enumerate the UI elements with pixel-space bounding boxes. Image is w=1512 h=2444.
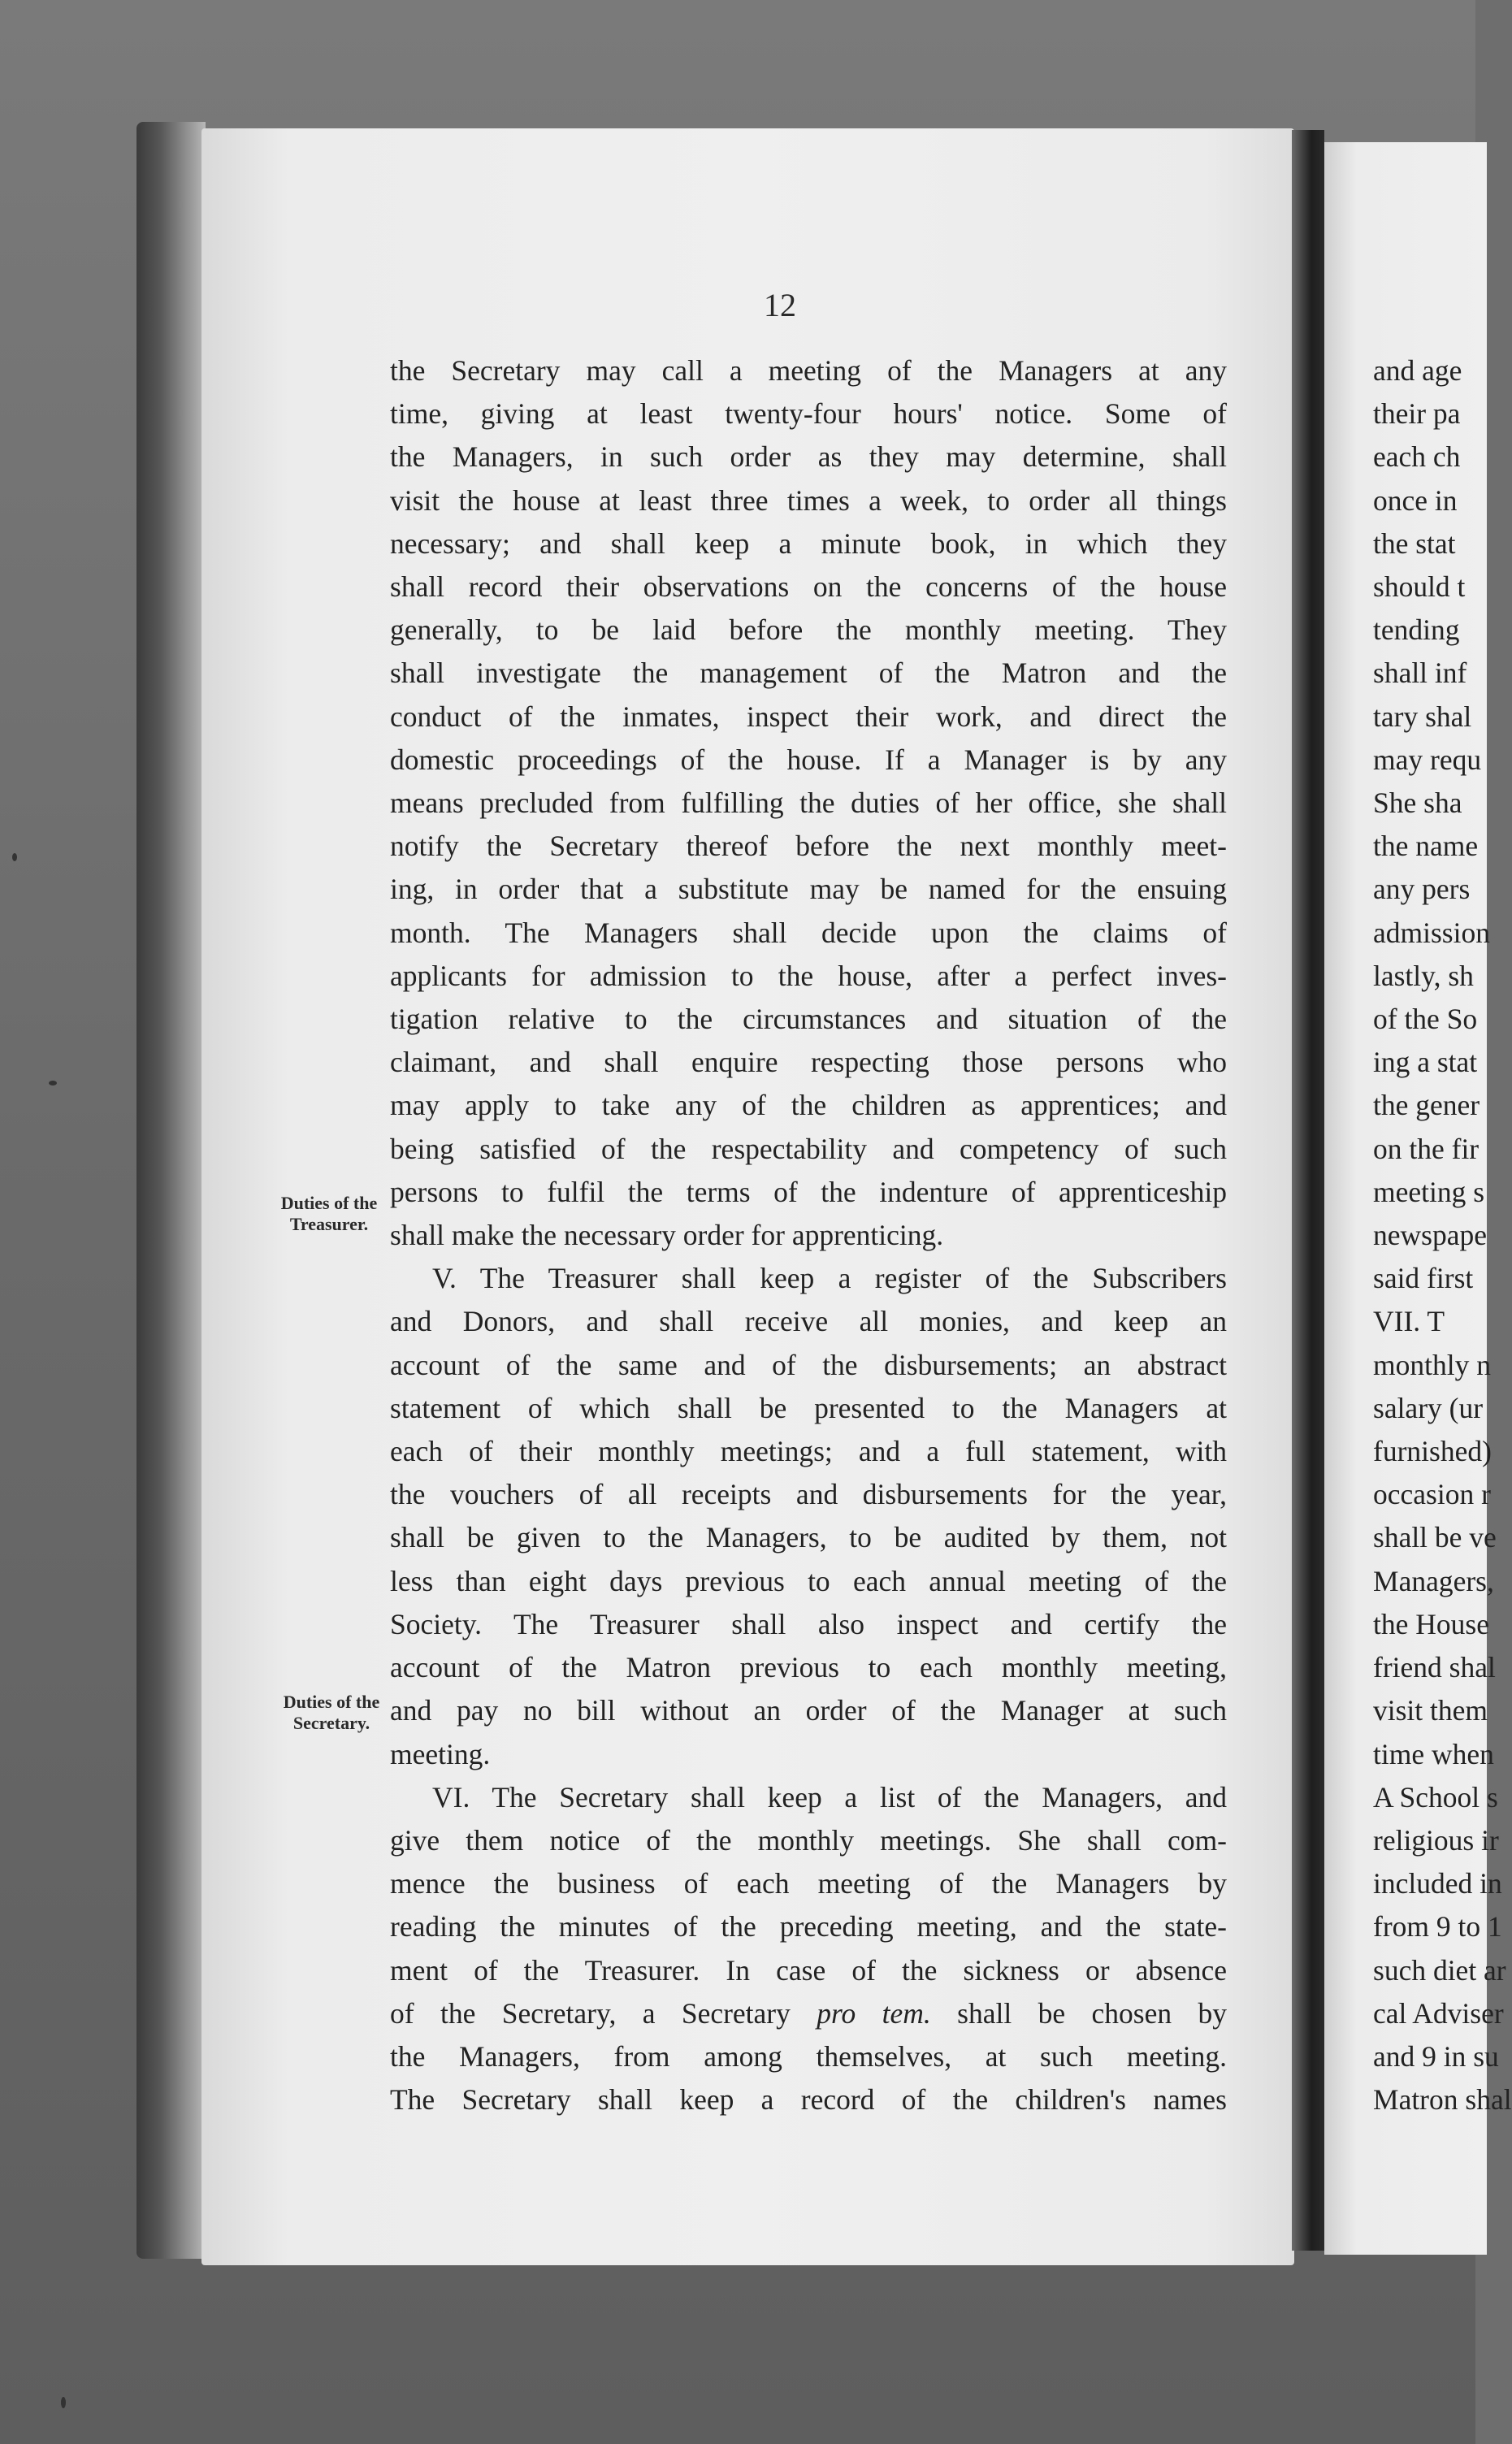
text-line: A School s	[1373, 1780, 1498, 1814]
text-line: their pa	[1373, 397, 1461, 431]
text-line: account of the same and of the disbursements; an abstract	[390, 1348, 1227, 1381]
text-line: necessary; and shall keep a minute book, in which they	[390, 526, 1227, 560]
text-line: time, giving at least twenty-four hours' notice. Some of	[390, 397, 1227, 431]
text-line: visit them	[1373, 1694, 1488, 1727]
text-line: on the fir	[1373, 1132, 1480, 1165]
text-line: account of the Matron previous to each monthly meeting,	[390, 1651, 1227, 1684]
section-vi-start: VI. The Secretary shall keep a list of the Managers, and	[432, 1780, 1227, 1814]
text-line: tary shal	[1373, 700, 1472, 733]
section-v-start: V. The Treasurer shall keep a register of the Subscribers	[432, 1262, 1227, 1295]
margin-note-secretary	[258, 1692, 405, 1734]
text-line: the Secretary may call a meeting of the Managers at any	[390, 354, 1227, 387]
text-line: furnished)	[1373, 1435, 1492, 1468]
text-line	[390, 1992, 1227, 2035]
margin-note-line: Duties of the	[280, 1193, 378, 1213]
text-line: meeting.	[390, 1737, 491, 1770]
text-line: and pay no bill without an order of the Manager at such	[390, 1694, 1227, 1727]
left-page-body	[390, 349, 1227, 2121]
text-line: less than eight days previous to each annual meeting of the	[390, 1564, 1227, 1597]
text-line: included in	[1373, 1867, 1502, 1900]
margin-note-line: Secretary.	[292, 1713, 370, 1733]
text-line: each of their monthly meetings; and a full statement, with	[390, 1435, 1227, 1468]
right-page-body	[1373, 349, 1512, 2121]
text-line: persons to fulfil the terms of the indenture of apprenticeship	[390, 1175, 1227, 1208]
text-line: and Donors, and shall receive all monies, and keep an	[390, 1305, 1227, 1338]
text-run: shall be chosen by	[930, 1996, 1227, 2030]
text-line: the Managers, in such order as they may determine, shall	[390, 440, 1227, 474]
text-line: cal Adviser	[1373, 1996, 1504, 2030]
text-line: means precluded from fulfilling the duties of her office, she shall	[390, 786, 1227, 820]
text-line: ing, in order that a substitute may be named for the ensuing	[390, 873, 1227, 906]
text-line: should t	[1373, 570, 1466, 604]
text-line: conduct of the inmates, inspect their work, and direct the	[390, 700, 1227, 733]
text-line: statement of which shall be presented to the Managers at	[390, 1391, 1227, 1424]
text-line: Managers,	[1373, 1564, 1494, 1597]
text-line: tending	[1373, 613, 1460, 647]
text-line: shall be ve	[1373, 1521, 1497, 1554]
text-line: any pers	[1373, 873, 1471, 906]
text-line: admission	[1373, 916, 1490, 949]
text-line: from 9 to 1	[1373, 1910, 1502, 1944]
text-line: occasion r	[1373, 1478, 1491, 1511]
italic-pro-tem: pro tem.	[817, 1996, 931, 2030]
text-line: such diet ar	[1373, 1953, 1506, 1987]
text-line: Society. The Treasurer shall also inspect and certify the	[390, 1607, 1227, 1640]
text-line: reading the minutes of the preceding meeting, and the state-	[390, 1910, 1227, 1944]
text-line: notify the Secretary thereof before the next monthly meet-	[390, 830, 1227, 863]
text-line: claimant, and shall enquire respecting those persons who	[390, 1046, 1227, 1079]
book-spine-edge	[136, 122, 206, 2259]
text-line: shall make the necessary order for apprenticing.	[390, 1219, 944, 1252]
text-line: shall investigate the management of the Matron and the	[390, 656, 1227, 690]
text-line: religious ir	[1373, 1823, 1499, 1857]
text-line: the stat	[1373, 526, 1456, 560]
margin-note-treasurer	[256, 1193, 402, 1235]
text-line: each ch	[1373, 440, 1461, 474]
margin-note-line: Treasurer.	[289, 1214, 369, 1234]
text-line: may apply to take any of the children as apprentices; and	[390, 1089, 1227, 1122]
text-line: VII. T	[1373, 1305, 1445, 1338]
text-line: generally, to be laid before the monthly meeting. They	[390, 613, 1227, 647]
scan-speck	[61, 2397, 66, 2408]
text-line: and 9 in su	[1373, 2039, 1499, 2073]
page-number: 12	[764, 287, 796, 323]
text-line: may requ	[1373, 743, 1482, 776]
text-line: and age	[1373, 354, 1462, 387]
text-line: the name	[1373, 830, 1479, 863]
text-line: being satisfied of the respectability and competency of such	[390, 1132, 1227, 1165]
text-line: month. The Managers shall decide upon the claims of	[390, 916, 1227, 949]
text-line: mence the business of each meeting of the Managers by	[390, 1867, 1227, 1900]
text-line: applicants for admission to the house, after a perfect inves-	[390, 959, 1227, 992]
text-line: lastly, sh	[1373, 959, 1474, 992]
scan-speck	[49, 1081, 57, 1086]
scan-speck	[12, 853, 17, 861]
text-line: The Secretary shall keep a record of the children's names	[390, 2083, 1227, 2117]
text-line: friend shal	[1373, 1651, 1496, 1684]
text-line: ing a stat	[1373, 1046, 1478, 1079]
page-gutter	[1292, 130, 1324, 2251]
text-line: salary (ur	[1373, 1391, 1484, 1424]
text-line: shall inf	[1373, 656, 1467, 690]
text-line: shall be given to the Managers, to be audited by them, not	[390, 1521, 1227, 1554]
text-line: visit the house at least three times a week, to order all things	[390, 483, 1227, 517]
text-line: domestic proceedings of the house. If a Manager is by any	[390, 743, 1227, 776]
text-line: tigation relative to the circumstances and situation of the	[390, 1003, 1227, 1036]
text-line: the House	[1373, 1607, 1489, 1640]
text-line: the vouchers of all receipts and disbursements for the year,	[390, 1478, 1227, 1511]
text-line: newspape	[1373, 1219, 1487, 1252]
text-line: meeting s	[1373, 1175, 1485, 1208]
text-line: ment of the Treasurer. In case of the sickness or absence	[390, 1953, 1227, 1987]
text-run: of the Secretary, a Secretary	[390, 1996, 817, 2030]
text-line: shall record their observations on the concerns of the house	[390, 570, 1227, 604]
text-line: said first	[1373, 1262, 1474, 1295]
text-line: Matron shal	[1373, 2083, 1512, 2117]
text-line: She sha	[1373, 786, 1462, 820]
text-line: give them notice of the monthly meetings. She shall com-	[390, 1823, 1227, 1857]
text-line: the gener	[1373, 1089, 1480, 1122]
text-line: time when	[1373, 1737, 1494, 1770]
text-line: of the So	[1373, 1003, 1478, 1036]
margin-note-line: Duties of the	[283, 1692, 380, 1712]
text-line: monthly n	[1373, 1348, 1491, 1381]
text-line: once in	[1373, 483, 1458, 517]
text-line: the Managers, from among themselves, at such meeting.	[390, 2039, 1227, 2073]
